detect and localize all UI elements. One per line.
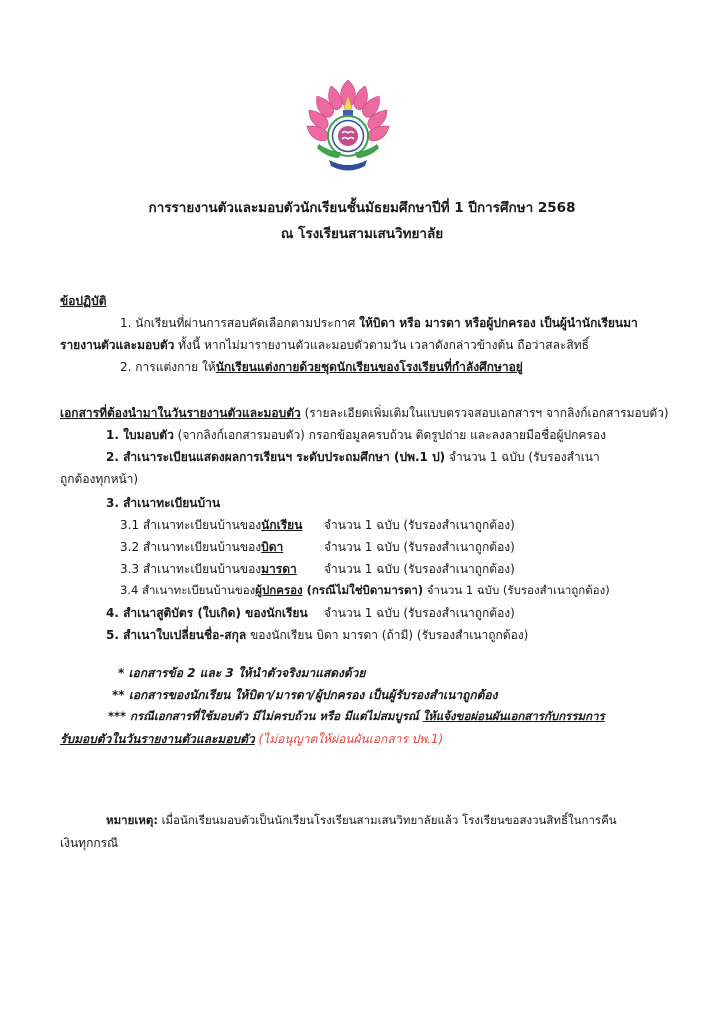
document-item-2-title: 2. สำเนาระเบียนแสดงผลการเรียนฯ ระดับประถมศึกษา (ปพ.1 ป) — [106, 450, 446, 464]
documents-heading-note: (รายละเอียดเพิ่มเติมในแบบตรวจสอบเอกสารฯ จากลิงก์เอกสารมอบตัว) — [300, 406, 669, 420]
document-item-5 — [106, 626, 528, 645]
document-item-1-title: 1. ใบมอบตัว — [106, 428, 174, 442]
rule-1-text-cont: ทั้งนี้ หากไม่มารายงานตัวและมอบตัวตามวัน เวลาดังกล่าวข้างต้น ถือว่าสละสิทธิ์ — [174, 338, 589, 352]
document-item-4-copies: จำนวน 1 ฉบับ (รับรองสำเนาถูกต้อง) — [324, 606, 515, 620]
rule-2-text: 2. การแต่งกาย ให้ — [120, 360, 216, 374]
document-item-3-4-text: 3.4 สำเนาทะเบียนบ้านของ — [120, 583, 256, 597]
document-item-3-3-text: 3.3 สำเนาทะเบียนบ้านของ — [120, 562, 262, 576]
remark — [106, 812, 617, 830]
note-2: ** เอกสารของนักเรียน ให้บิดา/มารดา/ผู้ปกครอง เป็นผู้รับรองสำเนาถูกต้อง — [112, 688, 498, 702]
document-item-3: 3. สำเนาทะเบียนบ้าน — [106, 496, 221, 510]
note-3 — [108, 708, 605, 726]
remark-continued: เงินทุกกรณี — [60, 836, 119, 850]
note-3-warning: (ไม่อนุญาตให้ผ่อนผันเอกสาร ปพ.1) — [254, 732, 444, 746]
note-1: * เอกสารข้อ 2 และ 3 ให้นำตัวจริงมาแสดงด้วย — [118, 666, 366, 680]
document-item-3-1-text: 3.1 สำเนาทะเบียนบ้านของ — [120, 518, 262, 532]
documents-heading-line — [60, 404, 669, 423]
document-item-3-3 — [120, 560, 297, 579]
document-item-3-4 — [120, 582, 610, 600]
rule-1 — [120, 314, 638, 333]
page-title: การรายงานตัวและมอบตัวนักเรียนชั้นมัธยมศึกษาปีที่ 1 ปีการศึกษา 2568 — [148, 200, 576, 216]
document-item-4: 4. สำเนาสูติบัตร (ใบเกิด) ของนักเรียน — [106, 606, 308, 620]
remark-label: หมายเหตุ: — [106, 813, 158, 827]
document-item-1-detail: (จากลิงก์เอกสารมอบตัว) กรอกข้อมูลครบถ้วน ติดรูปถ่าย และลงลายมือชื่อผู้ปกครอง — [173, 428, 606, 442]
document-item-3-2-text: 3.2 สำเนาทะเบียนบ้านของ — [120, 540, 262, 554]
document-item-3-2 — [120, 538, 283, 557]
document-item-3-2-copies: จำนวน 1 ฉบับ (รับรองสำเนาถูกต้อง) — [324, 540, 515, 554]
document-item-2-continued: ถูกต้องทุกหน้า) — [60, 472, 139, 486]
documents-heading: เอกสารที่ต้องนำมาในวันรายงานตัวและมอบตัว — [60, 406, 301, 420]
document-item-1 — [106, 426, 606, 445]
rule-1-text: 1. นักเรียนที่ผ่านการสอบคัดเลือกตามประกาศ — [120, 316, 360, 330]
rule-1-emphasis: ให้บิดา หรือ มารดา หรือผู้ปกครอง เป็นผู้นำนักเรียนมา — [359, 316, 638, 330]
document-item-3-4-copies: จำนวน 1 ฉบับ (รับรองสำเนาถูกต้อง) — [423, 583, 610, 597]
document-item-2-detail: จำนวน 1 ฉบับ (รับรองสำเนา — [445, 450, 600, 464]
document-item-3-4-owner: ผู้ปกครอง — [255, 583, 303, 597]
rule-1-emphasis-cont: รายงานตัวและมอบตัว — [60, 338, 175, 352]
note-3-text: *** กรณีเอกสารที่ใช้มอบตัว มีไม่ครบถ้วน หรือ มีแต่ไม่สมบูรณ์ — [108, 709, 423, 723]
document-item-3-2-owner: บิดา — [261, 540, 284, 554]
rule-2 — [120, 358, 523, 377]
note-3-emphasis: ให้แจ้งขอผ่อนผันเอกสารกับกรรมการ — [422, 709, 605, 723]
document-item-3-3-copies: จำนวน 1 ฉบับ (รับรองสำเนาถูกต้อง) — [324, 562, 515, 576]
document-item-3-1 — [120, 516, 302, 535]
school-emblem-logo — [305, 78, 391, 178]
document-item-3-1-copies: จำนวน 1 ฉบับ (รับรองสำเนาถูกต้อง) — [324, 518, 515, 532]
rules-heading: ข้อปฏิบัติ — [60, 294, 107, 308]
page-subtitle: ณ โรงเรียนสามเสนวิทยาลัย — [280, 226, 444, 242]
document-item-3-3-owner: มารดา — [261, 562, 297, 576]
document-item-3-4-condition: (กรณีไม่ใช่บิดามารดา) — [302, 583, 424, 597]
rule-2-emphasis: นักเรียนแต่งกายด้วยชุดนักเรียนของโรงเรียนที่กำลังศึกษาอยู่ — [215, 360, 523, 374]
document-item-5-title: 5. สำเนาใบเปลี่ยนชื่อ-สกุล — [106, 628, 247, 642]
note-3-emphasis-cont: รับมอบตัวในวันรายงานตัวและมอบตัว — [60, 732, 255, 746]
rule-1-continued — [60, 336, 589, 355]
remark-text: เมื่อนักเรียนมอบตัวเป็นนักเรียนโรงเรียนสามเสนวิทยาลัยแล้ว โรงเรียนขอสงวนสิทธิ์ในการคืน — [157, 813, 617, 827]
note-3-continued — [60, 730, 443, 749]
document-item-3-1-owner: นักเรียน — [261, 518, 303, 532]
document-item-2 — [106, 448, 600, 467]
document-item-5-detail: ของนักเรียน บิดา มารดา (ถ้ามี) (รับรองสำเนาถูกต้อง) — [246, 628, 529, 642]
